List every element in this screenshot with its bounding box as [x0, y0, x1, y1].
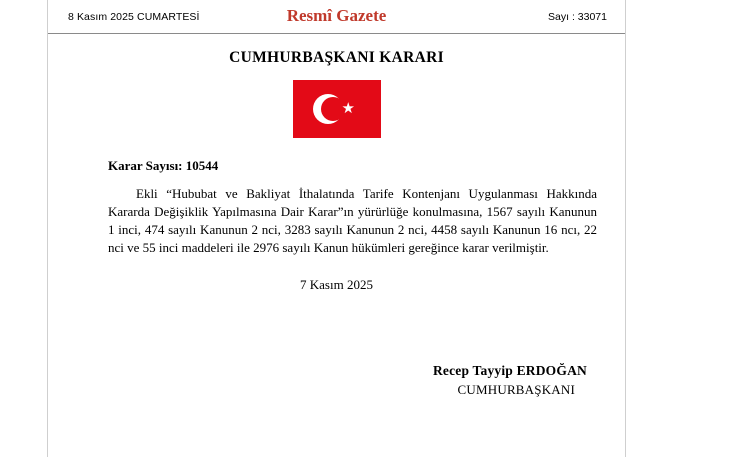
decision-number: Karar Sayısı: 10544 — [108, 158, 219, 173]
turkish-flag-icon — [293, 80, 381, 138]
gazette-page — [47, 0, 626, 457]
decision-body-text: Ekli “Hububat ve Bakliyat İthalatında Tarife Kontenjanı Uygulanması Hakkında Kararda Değişiklik Yapılmasına Dair Karar”ın yürürlüğe konulmasına, 1567 sayılı Kanunun 1 inci, 474 sayılı Kanunun 2 nci, 3283 sayılı Kanunun 2 nci, 4458 sayılı Kanunun 16 ncı, 22 nci ve 55 inci maddeleri ile 2976 sayılı Kanun hükümleri gereğince karar verilmiştir. — [108, 186, 597, 255]
emblem-container — [48, 80, 625, 138]
masthead-date: 8 Kasım 2025 CUMARTESİ — [68, 11, 200, 23]
masthead — [48, 0, 625, 34]
decision-date: 7 Kasım 2025 — [300, 277, 373, 292]
signature-name: Recep Tayyip ERDOĞAN — [432, 363, 587, 378]
document-heading: CUMHURBAŞKANI KARARI — [229, 49, 444, 66]
signature-title: CUMHURBAŞKANI — [457, 382, 575, 397]
signature-block — [48, 363, 625, 398]
masthead-title: Resmî Gazete — [286, 6, 387, 25]
masthead-issue-number: Sayı : 33071 — [548, 11, 607, 23]
